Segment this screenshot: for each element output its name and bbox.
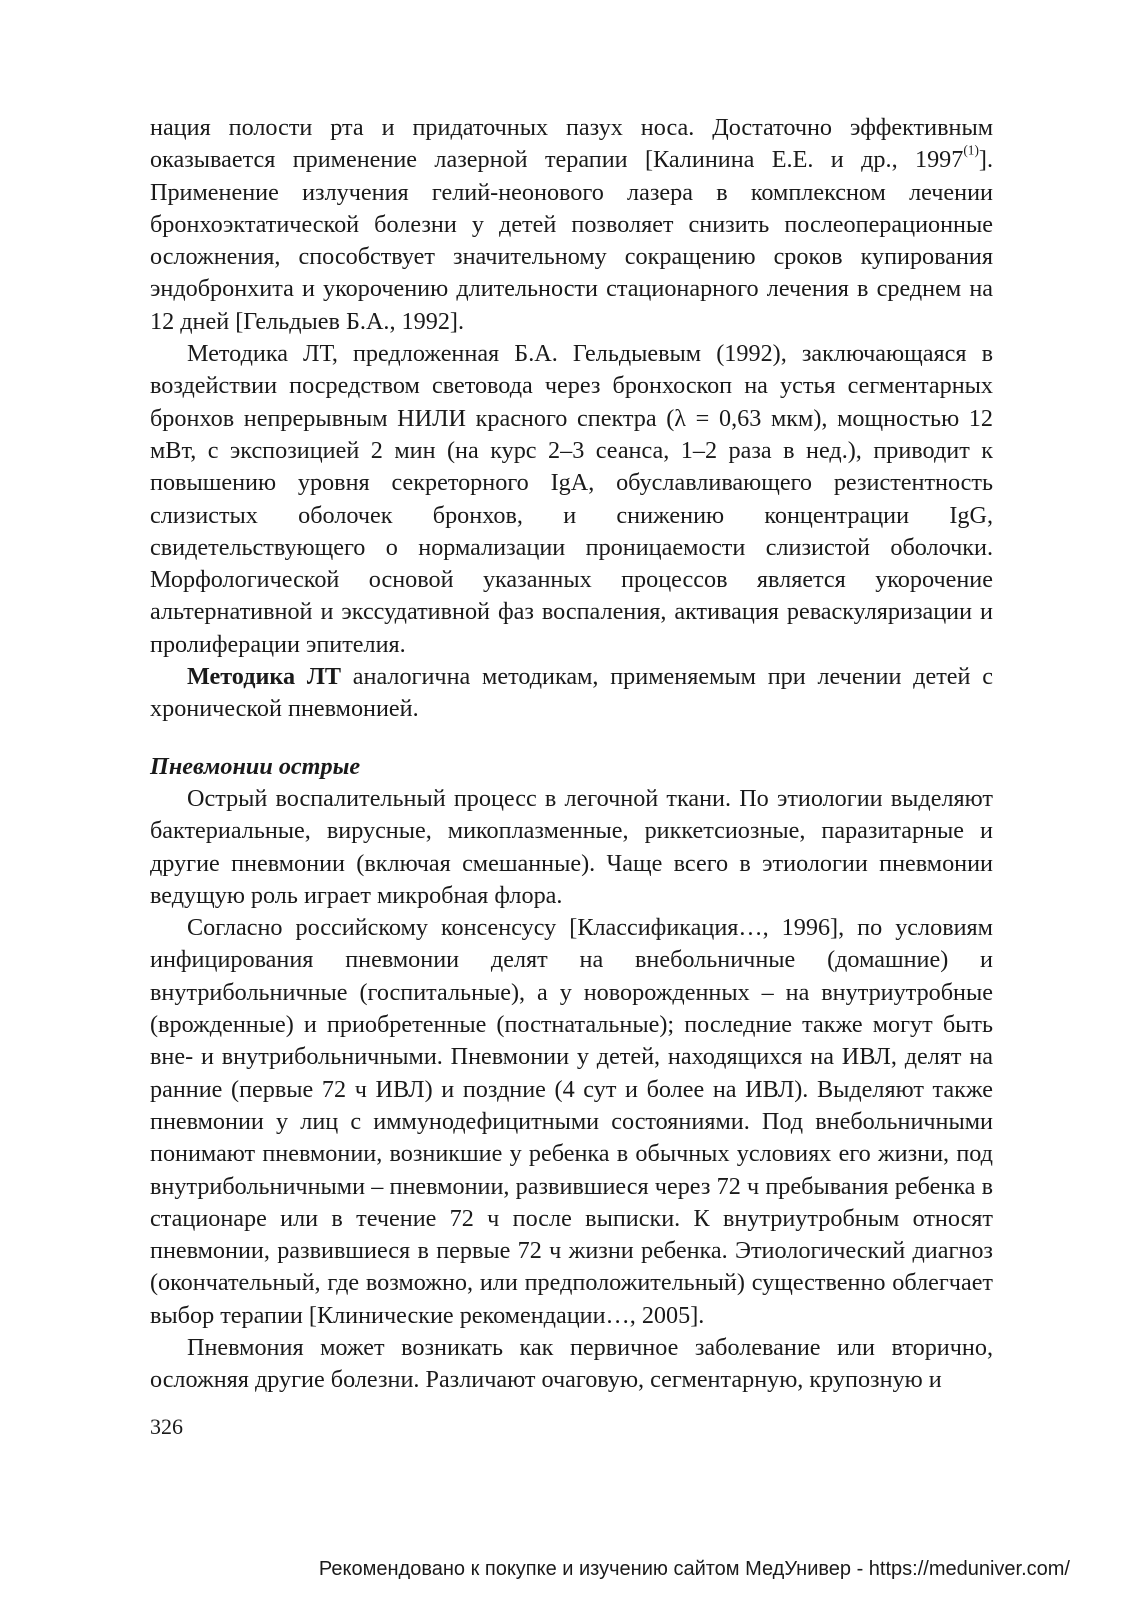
- paragraph-classification: Согласно российскому консенсусу [Классификация…, 1996], по условиям инфицирования пневмонии делят на внебольничные (домашние) и внутрибольничные (госпитальные), а у новорожденных – на внутриутробные (врожденные) и приобретенные (постнатальные); последние также могут быть вне- и внутрибольничными. Пневмонии у детей, находящихся на ИВЛ, делят на ранние (первые 72 ч ИВЛ) и поздние (4 сут и более на ИВЛ). Выделяют также пневмонии у лиц с иммунодефицитными состояниями. Под внебольничными понимают пневмонии, возникшие у ребенка в обычных условиях его жизни, под внутрибольничными – пневмонии, развившиеся через 72 ч пребывания ребенка в стационаре или в течение 72 ч после выписки. К внутриутробным относят пневмонии, развившиеся в первые 72 ч жизни ребенка. Этиологический диагноз (окончательный, где возможно, или предположительный) существенно облегчает выбор терапии [Клинические рекомендации…, 2005].: [150, 914, 993, 1329]
- paragraph-text: ]. Применение излучения гелий-неонового лазера в комплексном лечении бронхоэктатической болезни у детей позволяет снизить послеоперационные осложнения, способствует значительному сокращению сроков купирования эндобронхита и укорочению длительности стационарного лечения в среднем на 12 дней [Гельдыев Б.А., 1992].: [150, 146, 993, 335]
- paragraph-geldyev-method: Методика ЛТ, предложенная Б.А. Гельдыевым (1992), заключающаяся в воздействии посредством световода через бронхоскоп на устья сегментарных бронхов непрерывным НИЛИ красного спектра (λ = 0,63 мкм), мощностью 12 мВт, с экспозицией 2 мин (на курс 2–3 сеанса, 1–2 раза в нед.), приводит к повышению уровня секреторного IgA, обуславливающего резистентность слизистых оболочек бронхов, и снижению концентрации IgG, свидетельствующего о нормализации проницаемости слизистой оболочки. Морфологической основой указанных процессов является укорочение альтернативной и экссудативной фаз воспаления, активация реваскуляризации и пролиферации эпителия.: [150, 340, 993, 658]
- paragraph-lt-method: [150, 661, 993, 726]
- paragraph-definition: Острый воспалительный процесс в легочной ткани. По этиологии выделяют бактериальные, вирусные, микоплазменные, риккетсиозные, паразитарные и другие пневмонии (включая смешанные). Чаще всего в этиологии пневмонии ведущую роль играет микробная флора.: [150, 784, 993, 909]
- paragraph-primary-secondary: Пневмония может возникать как первичное заболевание или вторично, осложняя другие болезни. Различают очаговую, сегментарную, крупозную и: [150, 1333, 993, 1394]
- paragraph-text: аналогична методикам, применяемым при лечении детей с хронической пневмонией.: [150, 663, 993, 723]
- page-body: [150, 112, 993, 1397]
- paragraph-laser-therapy-intro: [150, 112, 993, 338]
- footer-watermark: Рекомендовано к покупке и изучению сайтом МедУнивер - https://meduniver.com/: [318, 1558, 1070, 1580]
- section-heading: Пневмонии острые: [150, 752, 361, 780]
- page-number: 326: [150, 1414, 183, 1439]
- citation-superscript: (1): [963, 142, 979, 158]
- bold-term: Методика ЛТ: [187, 663, 341, 691]
- paragraph-text: нация полости рта и придаточных пазух носа. Достаточно эффективным оказывается применение лазерной терапии [Калинина Е.Е. и др., 1997: [150, 114, 993, 174]
